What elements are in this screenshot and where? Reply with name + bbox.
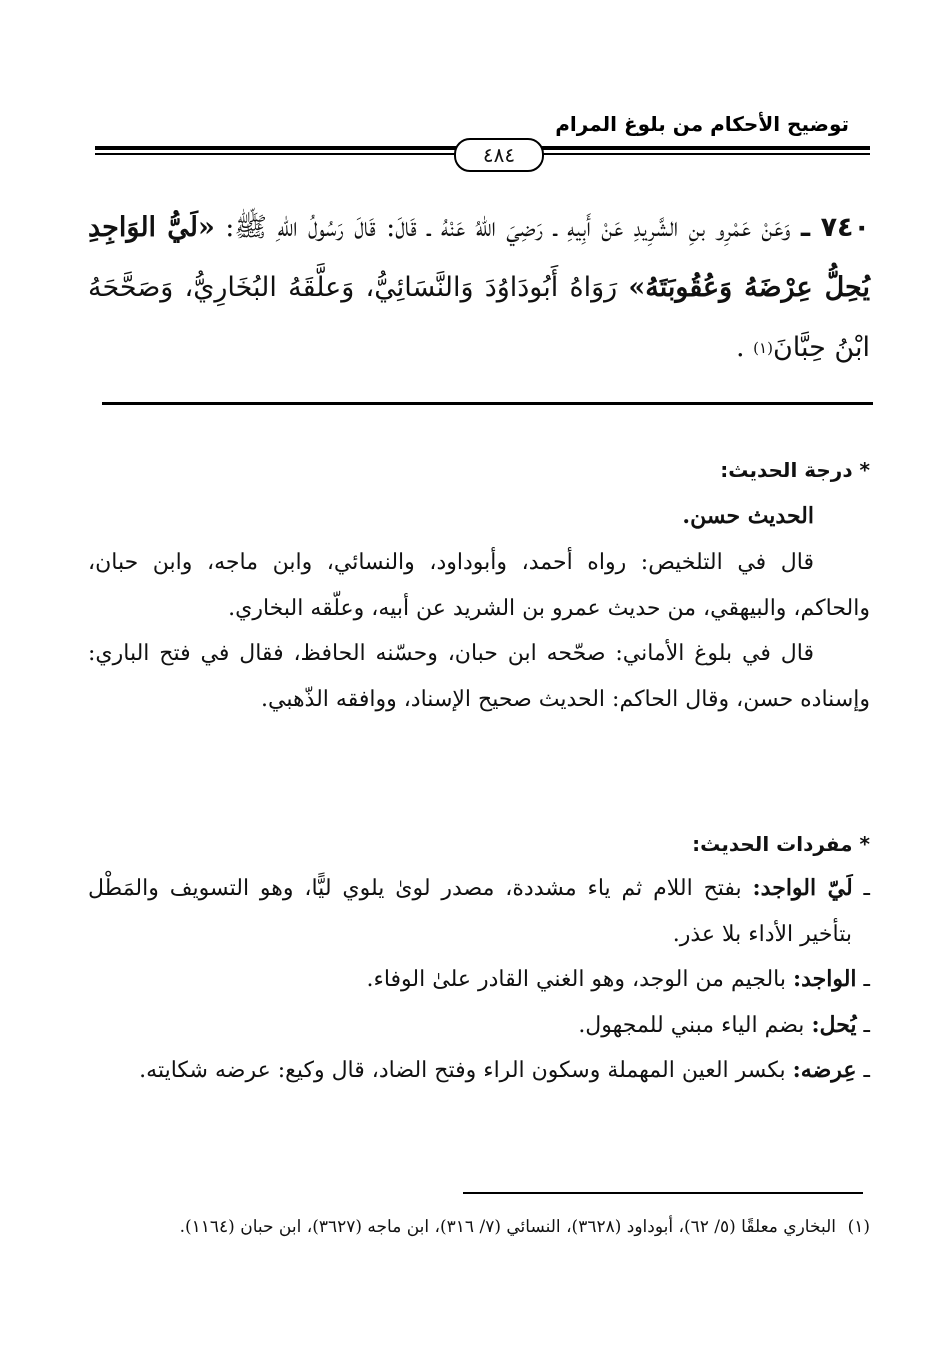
page-number-badge [454,138,544,172]
hadith-number: ٧٤٠ [820,212,871,243]
page-number: ٤٨٤ [482,143,516,167]
hadith-narration: رَوَاهُ أَبُودَاوُدَ وَالنَّسَائِيُّ، وَعلَّقَهُ البُخَارِيُّ، وَصَحَّحَهُ ابْنُ حِبَّانَ [88,272,870,363]
vocab-section [88,822,870,1094]
grade-heading: * درجة الحديث: [720,458,870,482]
vocab-item [88,866,870,957]
hadith-divider [102,402,873,405]
footnote-text: البخاري معلقًا (٥/ ٦٢)، أبوداود (٣٦٢٨)، النسائي (٧/ ٣١٦)، ابن ماجه (٣٦٢٧)، ابن حبان (١١٦٤). [179,1217,836,1237]
footnote-reference: (١) [753,339,773,357]
hadith-block [88,198,870,378]
grade-section [88,448,870,722]
running-title: توضيح الأحكام من بلوغ المرام [555,112,849,136]
vocab-item [88,1003,870,1049]
footnote [88,1212,870,1242]
hadith-number-dash: ـ [800,212,811,243]
vocab-definition: بضم الياء مبني للمجهول. [578,1012,805,1038]
vocab-definition: بكسر العين المهملة وسكون الراء وفتح الضاد، قال وكيع: عرضه شكايته. [139,1058,786,1083]
vocab-dash: ـ [863,1012,870,1038]
vocab-term: عِرضه: [792,1057,857,1083]
vocab-item [88,1048,870,1094]
vocab-definition: بالجيم من الوجد، وهو الغني القادر علىٰ الوفاء. [366,967,786,992]
vocab-dash: ـ [863,876,870,901]
grade-paragraph: قال في التلخيص: رواه أحمد، وأبوداود، والنسائي، وابن ماجه، وابن حبان، والحاكم، والبيهقي، من حديث عمرو بن الشريد عن أبيه، وعلّقه البخاري. [88,550,870,621]
vocab-dash: ـ [863,1058,870,1083]
vocab-item [88,957,870,1003]
vocab-term: لَيّ الواجد: [752,875,853,901]
vocab-dash: ـ [863,967,870,992]
footnote-number: (١) [847,1217,870,1237]
vocab-heading: * مفردات الحديث: [692,832,870,856]
vocab-term: الواجد: [792,966,857,992]
vocab-definition: بفتح اللام ثم ياء مشددة، مصدر لوىٰ يلوي ليًّا، وهو التسويف والمَطْل بتأخير الأداء بلا عذر. [88,876,852,947]
vocab-term: يُحل: [811,1011,857,1038]
grade-paragraph: قال في بلوغ الأماني: صحّحه ابن حبان، وحسّنه الحافظ، فقال في فتح الباري: وإسناده حسن، وقال الحاكم: الحديث صحيح الإسناد، ووافقه الذّهبي. [88,641,870,712]
hadith-quote: «لَيُّ الوَاجِدِ يُحِلُّ عِرْضَهُ وَعُقُوبَتَهُ» [88,212,870,303]
grade-verdict: الحديث حسن. [682,503,814,529]
hadith-intro: وَعَنْ عَمْرِو بنِ الشَّرِيدِ عَنْ أَبِيهِ ـ رَضِيَ اللهُ عَنْهُ ـ قَالَ: قَالَ رَسُولُ اللهِ ﷺ: [225,212,791,243]
footnote-divider [463,1192,863,1194]
hadith-end: . [735,332,745,363]
